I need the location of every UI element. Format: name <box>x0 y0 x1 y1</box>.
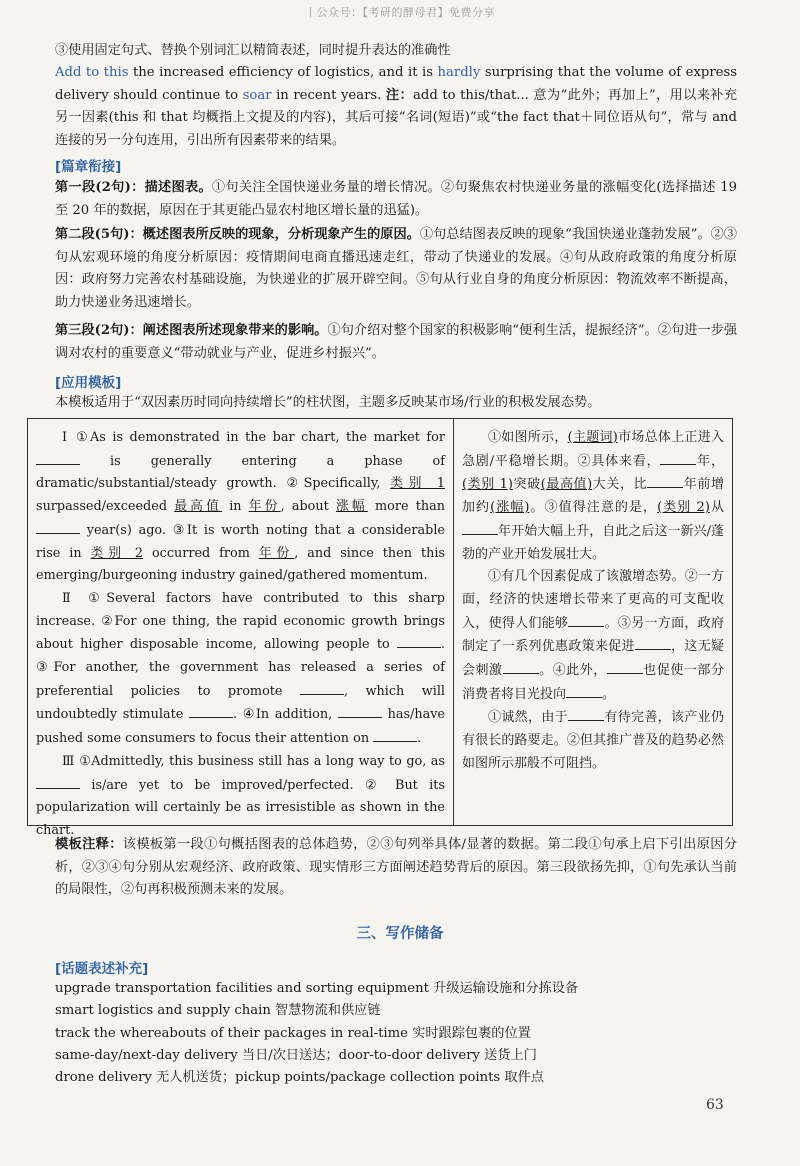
blank <box>36 450 80 465</box>
blank <box>635 635 671 650</box>
placeholder-peak: (最高值) <box>540 477 593 493</box>
blank <box>566 683 602 698</box>
template-en-para-2: Ⅱ ①Several factors have contributed to this sharp increase. ②For one thing, the rapid economic growth brings about higher disposable income, allowing people to . ③For another, the government has released a series of preferential policies to promote , which will undoubtedly stimulate . ④In addition, has/have pushed some consumers to focus their attention on . <box>36 590 446 747</box>
placeholder-rise: (涨幅) <box>490 500 530 516</box>
blank <box>607 659 643 674</box>
placeholder-peak: 最高值 <box>174 499 222 515</box>
vocab-item: same-day/next-day delivery 当日/次日送达；door-to-door delivery 送货上门 <box>55 1047 537 1063</box>
phrase-add-to-this: Add to this <box>55 65 129 80</box>
template-english-column <box>28 419 454 838</box>
blank <box>36 519 80 534</box>
cohesion-para-2: 第二段(5句)：概述图表所反映的现象，分析现象产生的原因。①句总结图表反映的现象“我国快递业蓬勃发展”。②③句从宏观环境的角度分析原因：疫情期间电商直播迅速走红，带动了快递业的发展。④句从政府政策的角度分析原因：政府努力完善农村基础设施，为快递业的扩展开辟空间。⑤句从行业自身的角度分析原因：物流效率不断提高，助力快递业务迅速增长。 <box>55 227 737 310</box>
placeholder-year-1: 年份 <box>248 499 281 515</box>
blank <box>660 450 696 465</box>
placeholder-category-2: (类别 2) <box>657 500 710 516</box>
template-note: 模板注释：该模板第一段①句概括图表的总体趋势，②③句列举具体/显著的数据。第二段①句承上启下引出原因分析，②③④句分别从宏观经济、政府政策、现实情形三方面阐述趋势背后的原因。第三段欲扬先抑，①句先承认当前的局限性，②句再积极预测未来的发展。 <box>55 837 737 897</box>
blank <box>568 706 604 721</box>
placeholder-year-2: 年份 <box>258 545 295 561</box>
template-description: 本模板适用于“双因素历时同向持续增长”的柱状图，主题多反映某市场/行业的积极发展态势。 <box>55 395 601 410</box>
intro-heading: ③使用固定句式、替换个别词汇以精简表述，同时提升表达的准确性 <box>55 43 451 58</box>
blank <box>338 703 382 718</box>
vocab-item: drone delivery 无人机送货；pickup points/package collection points 取件点 <box>55 1070 544 1086</box>
template-en-para-3: Ⅲ ①Admittedly, this business still has a long way to go, as is/are yet to be improved/perfected. ② But its popularization will certainly be as irresistible as shown in the chart. <box>36 753 445 838</box>
intro-example-sentence: Add to this the increased efficiency of logistics, and it is hardly surprising that the volume of express delivery should continue to soar in recent years. 注：add to this/that... 意为“此外；再加上”，用以来补充另一因素(this 和 that 均概指上文提及的内容)，其后可接“名词(短语)”或“the fact that＋同位语从句”，常与 and 连接的另一分句连用，引出所有因素带来的结果。 <box>55 65 737 148</box>
topic-expression-tag: [话题表述补充] <box>55 961 149 977</box>
blank <box>647 473 683 488</box>
template-cn-para-3: ①诚然，由于 有待完善，该产业仍有很长的路要走。②但其推广普及的趋势必然如图所示那般不可阻挡。 <box>462 706 724 775</box>
blank <box>462 520 498 535</box>
cohesion-tag: [篇章衔接] <box>55 159 122 175</box>
blank <box>397 633 441 648</box>
template-box <box>27 418 733 838</box>
blank <box>189 703 233 718</box>
placeholder-topic: (主题词) <box>567 430 618 445</box>
section-title: 三、写作储备 <box>356 926 444 942</box>
cohesion-para-3: 第三段(2句)：阐述图表所述现象带来的影响。①句介绍对整个国家的积极影响“便利生活，提振经济”。②句进一步强调对农村的重要意义“带动就业与产业，促进乡村振兴”。 <box>55 323 738 361</box>
placeholder-rise: 涨幅 <box>335 499 368 515</box>
blank <box>36 774 80 789</box>
template-tag: [应用模板] <box>55 375 122 391</box>
blank <box>373 727 417 742</box>
vocab-item: upgrade transportation facilities and sorting equipment 升级运输设施和分拣设备 <box>55 981 579 996</box>
note-label: 注： <box>385 87 414 103</box>
watermark: 丨公众号：【考研的酵母君】免费分享 <box>305 6 495 19</box>
vocab-item: track the whereabouts of their packages in real-time 实时跟踪包裹的位置 <box>55 1025 531 1041</box>
cohesion-para-1: 第一段(2句)：描述图表。①句关注全国快递业务量的增长情况。②句聚焦农村快递业务量的涨幅变化(选择描述 19 至 20 年的数据，原因在于其更能凸显农村地区增长量的迅猛)。 <box>55 180 737 218</box>
page-number: 63 <box>706 1097 724 1113</box>
note-text: add to this/that... 意为“此外；再加上”，用以来补充另一因素(this 和 that 均概指上文提及的内容)，其后可接“名词(短语)”或“the fact that＋同位语从句”，常与 and 连接的另一分句连用，引出所有因素带来的结果。 <box>55 87 737 148</box>
vocab-list <box>55 978 755 1089</box>
placeholder-category-1: (类别 1) <box>462 477 513 493</box>
phrase-hardly: hardly <box>437 65 481 80</box>
template-cn-para-2: ①有几个因素促成了该激增态势。②一方面，经济的快速增长带来了更高的可支配收入，使得人们能够 。③另一方面，政府制定了一系列优惠政策来促进 ，这无疑会刺激 。④此外， 也促使一部分消费者将目光投向 。 <box>462 569 724 702</box>
placeholder-category-1: 类别 1 <box>390 476 445 492</box>
template-cn-para-1: ①如图所示，(主题词)市场总体上正进入急剧/平稳增长期。②具体来看， 年，(类别 1)突破(最高值)大关，比 年前增加约(涨幅)。③值得注意的是，(类别 2)从年开始大幅上升，自此之后这一新兴/蓬勃的产业开始发展壮大。 <box>462 430 724 562</box>
template-en-para-1: Ⅰ ①As is demonstrated in the bar chart, the market for is generally entering a phase of dramatic/substantial/steady growth. ②Specifically, 类别 1 surpassed/exceeded 最高值 in 年份, about 涨幅 more than year(s) ago. ③It is worth noting that a considerable rise in 类别 2 occurred from 年份, and since then this emerging/burgeoning industry gained/gathered momentum. <box>36 430 446 584</box>
blank <box>300 680 344 695</box>
template-chinese-column <box>454 419 732 825</box>
vocab-item: smart logistics and supply chain 智慧物流和供应链 <box>55 1003 381 1019</box>
phrase-soar: soar <box>242 87 272 103</box>
placeholder-category-2: 类别 2 <box>90 545 144 561</box>
blank <box>503 659 539 674</box>
blank <box>568 612 604 627</box>
